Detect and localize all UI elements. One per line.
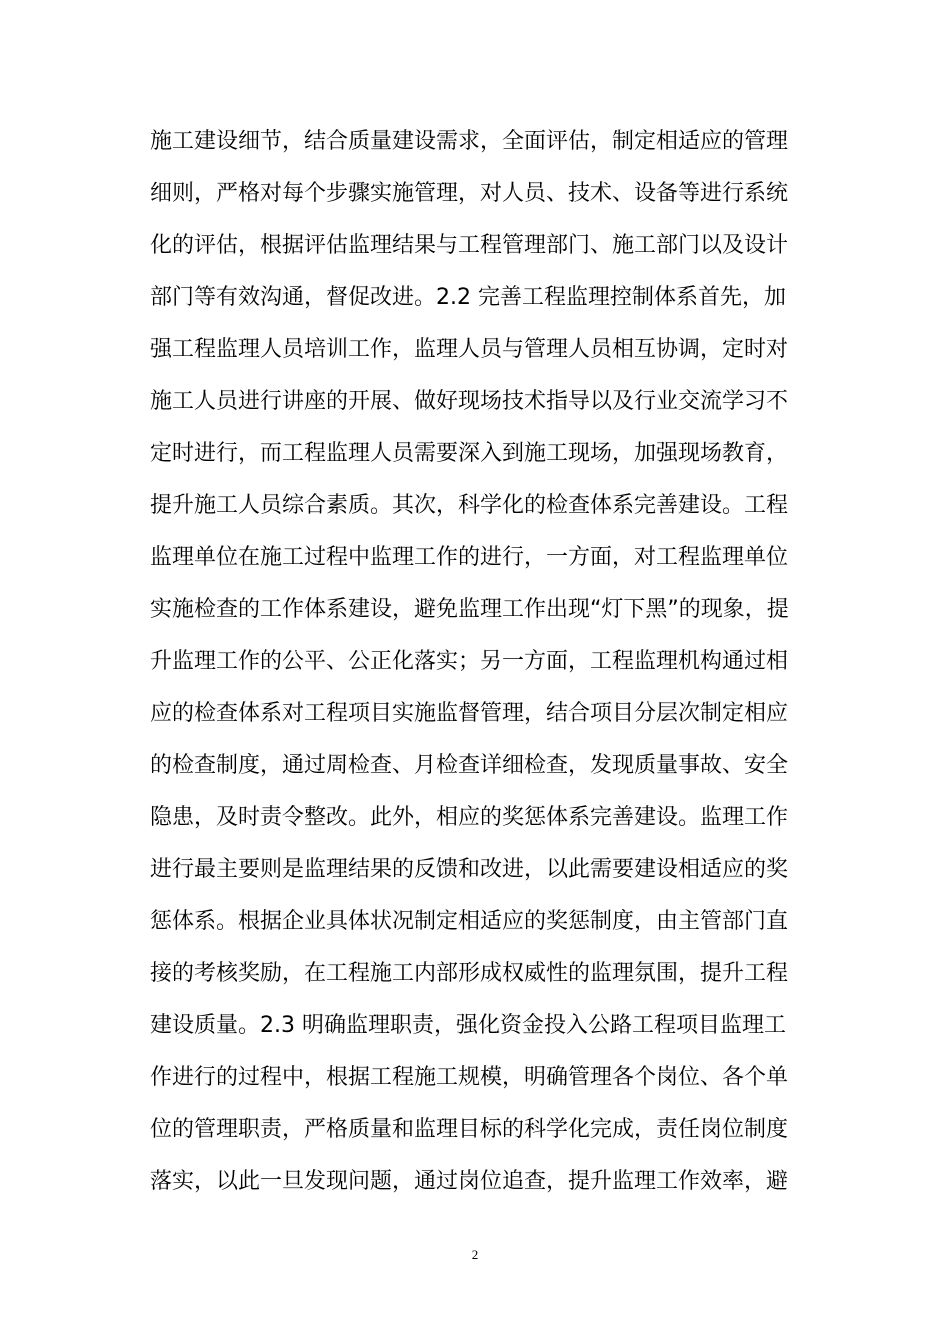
text-line: 定时进行，而工程监理人员需要深入到施工现场，加强现场教育， — [150, 441, 789, 466]
text-line: 施工建设细节，结合质量建设需求，全面评估，制定相适应的管理 — [150, 129, 789, 154]
text-line: 进行最主要则是监理结果的反馈和改进，以此需要建设相适应的奖 — [150, 857, 789, 882]
text-line: 建设质量。2.3 明确监理职责，强化资金投入公路工程项目监理工 — [150, 1013, 786, 1038]
body-text — [150, 116, 810, 1208]
text-line: 作进行的过程中，根据工程施工规模，明确管理各个岗位、各个单 — [150, 1065, 789, 1090]
text-line: 应的检查体系对工程项目实施监督管理，结合项目分层次制定相应 — [150, 701, 789, 726]
text-line: 升监理工作的公平、公正化落实；另一方面，工程监理机构通过相 — [150, 649, 789, 674]
text-line: 化的评估，根据评估监理结果与工程管理部门、施工部门以及设计 — [150, 233, 789, 258]
text-line: 部门等有效沟通，督促改进。2.2 完善工程监理控制体系首先，加 — [150, 285, 786, 310]
text-line: 隐患，及时责令整改。此外，相应的奖惩体系完善建设。监理工作 — [150, 805, 789, 830]
text-line: 监理单位在施工过程中监理工作的进行，一方面，对工程监理单位 — [150, 545, 789, 570]
text-line: 强工程监理人员培训工作，监理人员与管理人员相互协调，定时对 — [150, 337, 789, 362]
text-line: 接的考核奖励，在工程施工内部形成权威性的监理氛围，提升工程 — [150, 961, 789, 986]
text-line: 提升施工人员综合素质。其次，科学化的检查体系完善建设。工程 — [150, 493, 789, 518]
text-line: 的检查制度，通过周检查、月检查详细检查，发现质量事故、安全 — [150, 753, 789, 778]
text-line: 落实，以此一旦发现问题，通过岗位追查，提升监理工作效率，避 — [150, 1169, 789, 1194]
text-line: 惩体系。根据企业具体状况制定相适应的奖惩制度，由主管部门直 — [150, 909, 789, 934]
page-number: 2 — [471, 1247, 479, 1262]
text-line: 施工人员进行讲座的开展、做好现场技术指导以及行业交流学习不 — [150, 389, 789, 414]
text-line: 位的管理职责，严格质量和监理目标的科学化完成，责任岗位制度 — [150, 1117, 789, 1142]
text-line: 实施检查的工作体系建设，避免监理工作出现“灯下黑”的现象，提 — [150, 597, 789, 622]
text-line: 细则，严格对每个步骤实施管理，对人员、技术、设备等进行系统 — [150, 181, 789, 206]
